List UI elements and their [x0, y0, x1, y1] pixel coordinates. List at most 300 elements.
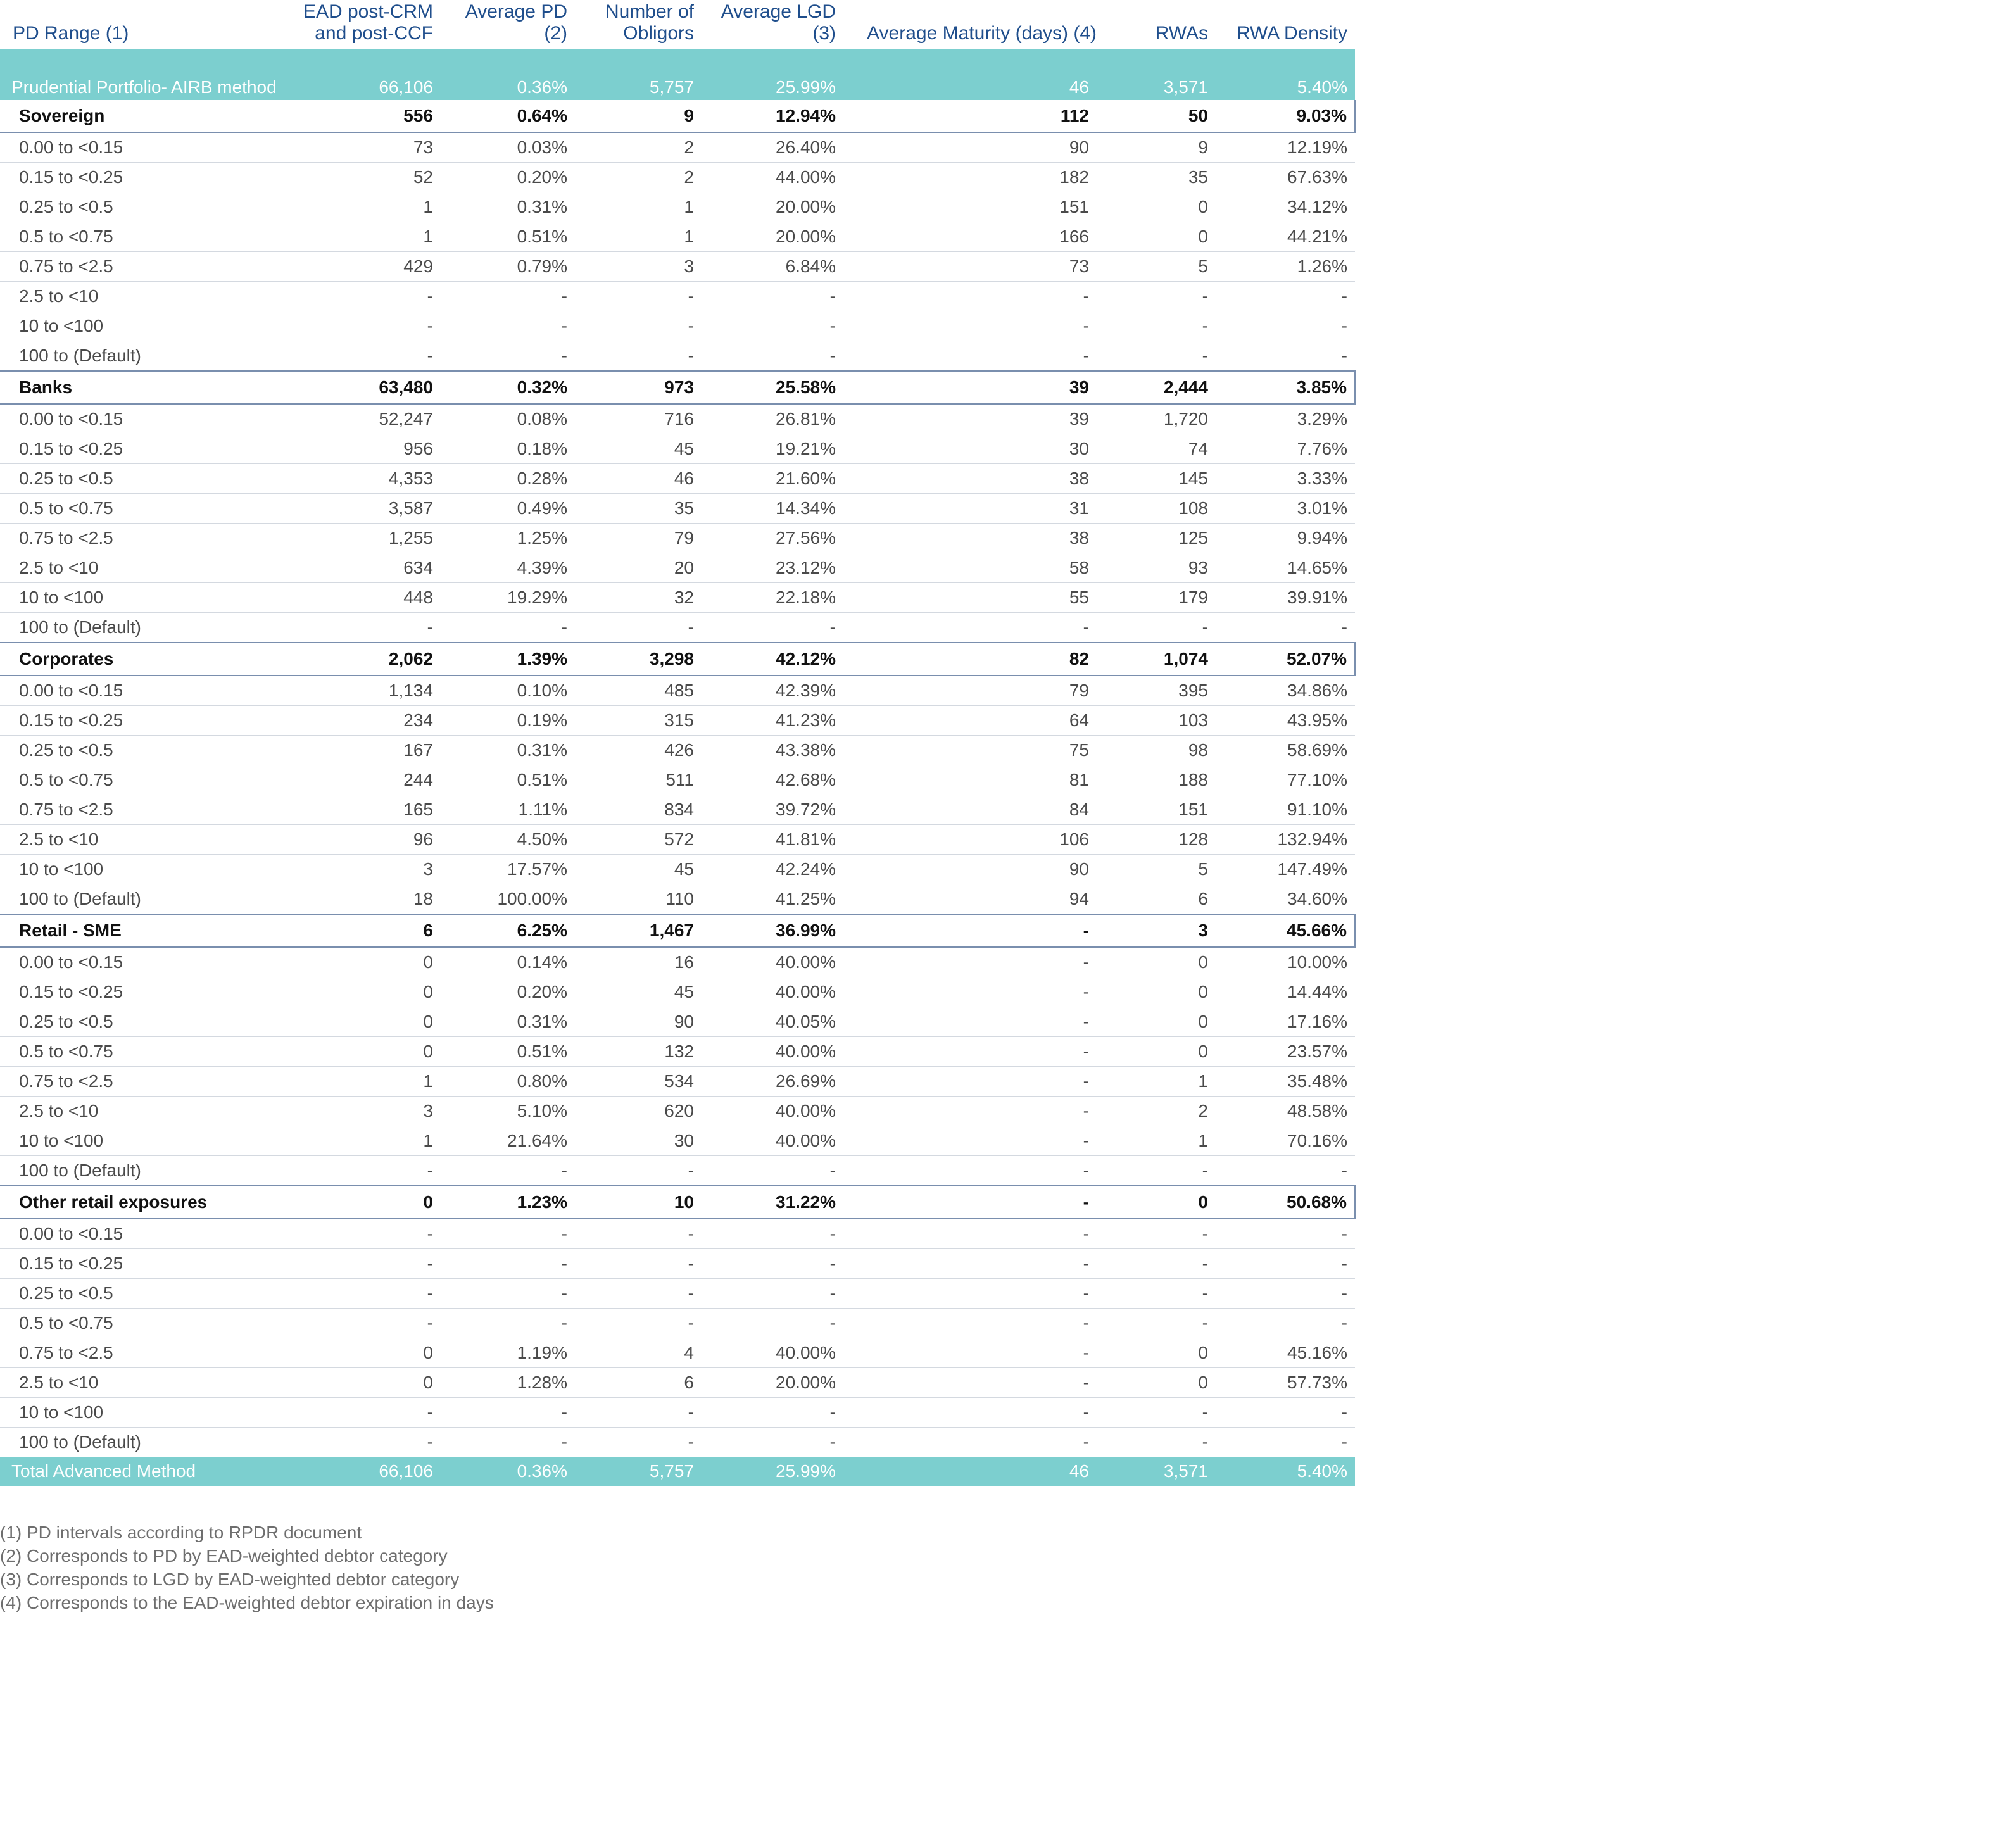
table-cell: 1,134 [289, 676, 441, 706]
table-cell: 74 [1104, 434, 1216, 464]
table-cell: 20.00% [702, 222, 843, 252]
table-cell: - [575, 1249, 702, 1279]
table-cell: 81 [843, 765, 1104, 795]
footnote: (3) Corresponds to LGD by EAD-weighted debtor category [0, 1569, 460, 1589]
table-cell: 45 [575, 434, 702, 464]
table-cell: 31 [843, 494, 1104, 524]
table-cell: - [441, 1398, 575, 1428]
table-cell: 98 [1104, 736, 1216, 765]
table-row [0, 855, 1355, 884]
row-label: 100 to (Default) [0, 613, 289, 643]
total-row [0, 1457, 1355, 1486]
row-label: 0.25 to <0.5 [0, 1007, 289, 1037]
table-cell: - [1104, 282, 1216, 311]
table-cell: - [843, 914, 1104, 947]
table-cell: 3.33% [1216, 464, 1355, 494]
table-cell: 23.12% [702, 553, 843, 583]
table-cell: 45.16% [1216, 1338, 1355, 1368]
table-row [0, 1249, 1355, 1279]
table-cell: 5.10% [441, 1097, 575, 1126]
table-cell: 0 [289, 977, 441, 1007]
table-cell: 42.68% [702, 765, 843, 795]
table-cell: 0.14% [441, 947, 575, 977]
row-label: 0.00 to <0.15 [0, 132, 289, 163]
row-label: 0.5 to <0.75 [0, 1037, 289, 1067]
table-row [0, 1398, 1355, 1428]
table-cell: 30 [575, 1126, 702, 1156]
table-cell: 9 [575, 100, 702, 132]
row-label: Retail - SME [0, 914, 289, 947]
table-row [0, 494, 1355, 524]
table-row [0, 282, 1355, 311]
table-cell: - [561, 1432, 567, 1452]
row-label: 0.25 to <0.5 [0, 1279, 289, 1309]
table-cell: 620 [575, 1097, 702, 1126]
column-header: Average Maturity (days) (4) [867, 23, 1097, 44]
table-cell: - [441, 311, 575, 341]
table-cell: - [441, 341, 575, 372]
row-label: 2.5 to <10 [0, 1097, 289, 1126]
row-label: 0.5 to <0.75 [0, 222, 289, 252]
row-label: 0.75 to <2.5 [0, 1067, 289, 1097]
table-cell: 2 [1104, 1097, 1216, 1126]
table-cell: 1 [289, 222, 441, 252]
table-cell: 1.25% [441, 524, 575, 553]
row-label: 100 to (Default) [19, 1432, 141, 1452]
table-cell: 38 [843, 464, 1104, 494]
row-label: 0.00 to <0.15 [0, 404, 289, 434]
table-cell: 52.07% [1216, 643, 1355, 676]
table-cell: 48.58% [1216, 1097, 1355, 1126]
category-row [0, 914, 1355, 947]
table-cell: - [427, 1432, 433, 1452]
table-cell: 35 [1104, 163, 1216, 192]
table-cell: - [1216, 311, 1355, 341]
row-label: Prudential Portfolio- AIRB method [0, 49, 289, 100]
table-cell: 3.85% [1216, 371, 1355, 404]
table-cell: 0.08% [441, 404, 575, 434]
category-row [0, 643, 1355, 676]
table-cell: 14.34% [702, 494, 843, 524]
table-cell: 3 [575, 252, 702, 282]
table-cell: - [289, 341, 441, 372]
column-header: Average LGD (3) [721, 1, 836, 44]
table-cell: 2 [575, 163, 702, 192]
table-cell: 17.16% [1216, 1007, 1355, 1037]
table-cell: 716 [575, 404, 702, 434]
table-cell: 39 [843, 404, 1104, 434]
column-header: Average PD (2) [465, 1, 567, 44]
table-cell: - [688, 1432, 694, 1452]
table-row [0, 311, 1355, 341]
row-label: 0.75 to <2.5 [0, 524, 289, 553]
row-label: 0.15 to <0.25 [0, 706, 289, 736]
table-cell: 315 [575, 706, 702, 736]
table-cell: 40.05% [702, 1007, 843, 1037]
table-row [0, 1156, 1355, 1186]
footnote: (4) Corresponds to the EAD-weighted debtor expiration in days [0, 1593, 494, 1612]
table-cell: - [702, 1398, 843, 1428]
table-cell: - [575, 1279, 702, 1309]
table-cell: 5.40% [1216, 1457, 1355, 1486]
table-cell: - [702, 1249, 843, 1279]
table-cell: 0 [1104, 192, 1216, 222]
table-cell: 234 [289, 706, 441, 736]
table-cell: - [289, 1249, 441, 1279]
table-cell: 2,444 [1104, 371, 1216, 404]
row-label: Sovereign [0, 100, 289, 132]
table-cell: 52,247 [289, 404, 441, 434]
row-label: Banks [0, 371, 289, 404]
table-cell: 0.03% [441, 132, 575, 163]
table-cell: 2,062 [289, 643, 441, 676]
row-label: Other retail exposures [0, 1186, 289, 1219]
table-cell: 4.39% [441, 553, 575, 583]
table-cell: 0.10% [441, 676, 575, 706]
table-cell: - [843, 1368, 1104, 1398]
row-label: 0.5 to <0.75 [0, 494, 289, 524]
table-cell: 63,480 [289, 371, 441, 404]
table-cell: - [289, 1309, 441, 1338]
table-cell: - [843, 977, 1104, 1007]
table-cell: 110 [575, 884, 702, 915]
table-cell: 0.51% [441, 222, 575, 252]
table-cell: 43.95% [1216, 706, 1355, 736]
table-cell: 45 [575, 977, 702, 1007]
table-cell: 0.36% [441, 49, 575, 100]
table-cell: 30 [843, 434, 1104, 464]
table-cell: 0.51% [441, 1037, 575, 1067]
table-row [0, 163, 1355, 192]
table-cell: 0 [1104, 1338, 1216, 1368]
table-cell: 1.23% [441, 1186, 575, 1219]
table-cell: - [575, 282, 702, 311]
row-label: 2.5 to <10 [0, 825, 289, 855]
table-cell: 0.32% [441, 371, 575, 404]
table-cell: 73 [289, 132, 441, 163]
table-cell: 44.00% [702, 163, 843, 192]
table-cell: - [1216, 1309, 1355, 1338]
table-cell: 0.31% [441, 192, 575, 222]
table-cell: 4 [575, 1338, 702, 1368]
table-row [0, 1338, 1355, 1368]
table-cell: 58.69% [1216, 736, 1355, 765]
table-cell: 64 [843, 706, 1104, 736]
row-label: 10 to <100 [0, 1398, 289, 1428]
table-row [0, 192, 1355, 222]
table-cell: 3,587 [289, 494, 441, 524]
row-label: 0.00 to <0.15 [0, 1219, 289, 1249]
table-cell: 46 [843, 49, 1104, 100]
table-cell: 1 [289, 1067, 441, 1097]
row-label: 100 to (Default) [0, 341, 289, 372]
table-cell: 6 [1104, 884, 1216, 915]
table-cell: 634 [289, 553, 441, 583]
table-cell: 0.31% [441, 736, 575, 765]
table-cell: 46 [575, 464, 702, 494]
table-cell: - [1104, 1219, 1216, 1249]
row-label: 0.15 to <0.25 [0, 1249, 289, 1279]
table-cell: 34.12% [1216, 192, 1355, 222]
table-cell: 94 [843, 884, 1104, 915]
table-cell: 16 [575, 947, 702, 977]
table-cell: 0 [1104, 1186, 1216, 1219]
table-row [0, 825, 1355, 855]
table-cell: 188 [1104, 765, 1216, 795]
table-cell: 70.16% [1216, 1126, 1355, 1156]
table-cell: 3.29% [1216, 404, 1355, 434]
table-cell: 26.40% [702, 132, 843, 163]
table-cell: 91.10% [1216, 795, 1355, 825]
table-cell: 38 [843, 524, 1104, 553]
row-label: 10 to <100 [0, 1126, 289, 1156]
row-label: 10 to <100 [0, 311, 289, 341]
row-label: 0.25 to <0.5 [0, 736, 289, 765]
table-cell: - [1202, 1432, 1208, 1452]
table-cell: 572 [575, 825, 702, 855]
row-label: 0.00 to <0.15 [0, 947, 289, 977]
table-cell: 25.99% [702, 49, 843, 100]
table-header [0, 0, 1355, 49]
table-cell: 151 [843, 192, 1104, 222]
table-cell: - [843, 311, 1104, 341]
table-cell: - [1104, 1309, 1216, 1338]
footnotes [0, 1521, 494, 1614]
table-cell: 132.94% [1216, 825, 1355, 855]
table-cell: 167 [289, 736, 441, 765]
table-cell: 44.21% [1216, 222, 1355, 252]
table-cell: - [702, 1219, 843, 1249]
table-cell: 34.86% [1216, 676, 1355, 706]
table-cell: - [289, 282, 441, 311]
table-cell: - [843, 1249, 1104, 1279]
table-cell: - [441, 282, 575, 311]
table-row [0, 222, 1355, 252]
table-cell: 0 [289, 1037, 441, 1067]
table-cell: 77.10% [1216, 765, 1355, 795]
table-cell: 0 [289, 947, 441, 977]
table-cell: 79 [575, 524, 702, 553]
table-cell: 14.44% [1216, 977, 1355, 1007]
table-row [0, 583, 1355, 613]
table-cell: - [843, 1156, 1104, 1186]
table-cell: - [575, 1219, 702, 1249]
table-cell: 40.00% [702, 1126, 843, 1156]
table-cell: 128 [1104, 825, 1216, 855]
table-cell: 39.72% [702, 795, 843, 825]
table-cell: 9.03% [1216, 100, 1355, 132]
table-cell: 0 [289, 1338, 441, 1368]
table-cell: - [1083, 1432, 1089, 1452]
table-cell: 9 [1104, 132, 1216, 163]
table-cell: 90 [843, 855, 1104, 884]
table-cell: 14.65% [1216, 553, 1355, 583]
table-cell: - [843, 1067, 1104, 1097]
table-cell: - [1216, 1279, 1355, 1309]
table-cell: 34.60% [1216, 884, 1355, 915]
table-cell: 100.00% [441, 884, 575, 915]
table-cell: 1 [289, 1126, 441, 1156]
table-cell: - [843, 1097, 1104, 1126]
table-cell: - [843, 1186, 1104, 1219]
table-cell: - [702, 341, 843, 372]
table-cell: - [289, 613, 441, 643]
table-cell: 112 [843, 100, 1104, 132]
table-cell: 21.64% [441, 1126, 575, 1156]
table-cell: 0.28% [441, 464, 575, 494]
table-cell: - [702, 1309, 843, 1338]
table-cell: 82 [843, 643, 1104, 676]
table-cell: 1.26% [1216, 252, 1355, 282]
table-cell: - [1216, 282, 1355, 311]
table-cell: - [702, 1279, 843, 1309]
table-row [0, 1067, 1355, 1097]
table-cell: 40.00% [702, 947, 843, 977]
row-label: 2.5 to <10 [0, 282, 289, 311]
table-cell: 67.63% [1216, 163, 1355, 192]
table-row [0, 977, 1355, 1007]
table-cell: 0.36% [441, 1457, 575, 1486]
table-cell: - [575, 341, 702, 372]
table-cell: 42.24% [702, 855, 843, 884]
table-row [0, 1126, 1355, 1156]
table-cell: 1,720 [1104, 404, 1216, 434]
table-cell: 66,106 [289, 49, 441, 100]
table-cell: - [843, 1338, 1104, 1368]
column-header: Number of Obligors [605, 1, 694, 44]
row-label: 10 to <100 [0, 855, 289, 884]
table-cell: 21.60% [702, 464, 843, 494]
table-cell: 1.11% [441, 795, 575, 825]
table-cell: 52 [289, 163, 441, 192]
table-cell: - [1216, 613, 1355, 643]
table-cell: 9.94% [1216, 524, 1355, 553]
table-cell: 20.00% [702, 1368, 843, 1398]
table-cell: 534 [575, 1067, 702, 1097]
table-cell: - [289, 1156, 441, 1186]
table-cell: 0 [289, 1007, 441, 1037]
table-cell: - [1216, 1219, 1355, 1249]
table-cell: - [1104, 1398, 1216, 1428]
table-cell: 12.19% [1216, 132, 1355, 163]
column-header: PD Range (1) [13, 23, 129, 44]
table-cell: 834 [575, 795, 702, 825]
table-cell: - [843, 1309, 1104, 1338]
table-row [0, 947, 1355, 977]
table-cell: 20 [575, 553, 702, 583]
row-label: 2.5 to <10 [0, 1368, 289, 1398]
table-cell: 39 [843, 371, 1104, 404]
table-cell: - [843, 1279, 1104, 1309]
table-row [0, 464, 1355, 494]
table-row [0, 1368, 1355, 1398]
table-cell: - [843, 947, 1104, 977]
category-row [0, 1186, 1355, 1219]
table-row [0, 434, 1355, 464]
table-cell: 50.68% [1216, 1186, 1355, 1219]
table-cell: 32 [575, 583, 702, 613]
table-cell: 1 [1104, 1067, 1216, 1097]
table-cell: - [441, 1249, 575, 1279]
table-cell: 45 [575, 855, 702, 884]
row-label: 0.25 to <0.5 [0, 192, 289, 222]
table-cell: 10 [575, 1186, 702, 1219]
table-cell: 84 [843, 795, 1104, 825]
table-row [0, 676, 1355, 706]
table-cell: - [1104, 613, 1216, 643]
table-cell: 0.51% [441, 765, 575, 795]
table-cell: 556 [289, 100, 441, 132]
table-cell: 36.99% [702, 914, 843, 947]
footnote: (2) Corresponds to PD by EAD-weighted debtor category [0, 1546, 448, 1566]
table-row [0, 706, 1355, 736]
table-cell: 20.00% [702, 192, 843, 222]
table-cell: 5 [1104, 252, 1216, 282]
table-row [0, 613, 1355, 643]
table-cell: 0.18% [441, 434, 575, 464]
table-row [0, 1309, 1355, 1338]
table-cell: 55 [843, 583, 1104, 613]
table-cell: 23.57% [1216, 1037, 1355, 1067]
table-cell: 395 [1104, 676, 1216, 706]
table-cell: 90 [843, 132, 1104, 163]
table-cell: 182 [843, 163, 1104, 192]
table-row [0, 132, 1355, 163]
table-cell: 19.29% [441, 583, 575, 613]
table-cell: 10.00% [1216, 947, 1355, 977]
table-cell: 5,757 [575, 49, 702, 100]
table-cell: - [843, 1007, 1104, 1037]
table-cell: 0.31% [441, 1007, 575, 1037]
table-cell: 145 [1104, 464, 1216, 494]
table-cell: 429 [289, 252, 441, 282]
table-row [0, 884, 1355, 915]
table-cell: 1.39% [441, 643, 575, 676]
table-cell: 35.48% [1216, 1067, 1355, 1097]
row-label: 100 to (Default) [0, 884, 289, 915]
table-cell: - [441, 1309, 575, 1338]
table-cell: - [1104, 311, 1216, 341]
table-cell: 1.28% [441, 1368, 575, 1398]
column-header: RWA Density [1236, 23, 1347, 44]
table-cell: 426 [575, 736, 702, 765]
table-cell: 45.66% [1216, 914, 1355, 947]
table-cell: 147.49% [1216, 855, 1355, 884]
table-cell: - [1341, 1432, 1347, 1452]
table-row [0, 1007, 1355, 1037]
table-cell: 18 [289, 884, 441, 915]
table-row [0, 1097, 1355, 1126]
table-cell: 485 [575, 676, 702, 706]
table-cell: 108 [1104, 494, 1216, 524]
table-cell: - [441, 1156, 575, 1186]
table-cell: - [289, 1279, 441, 1309]
table-cell: 96 [289, 825, 441, 855]
table-cell: 448 [289, 583, 441, 613]
table-row [0, 765, 1355, 795]
row-label: 0.15 to <0.25 [0, 434, 289, 464]
table-cell: - [702, 282, 843, 311]
table-cell: 4,353 [289, 464, 441, 494]
table-row [0, 1279, 1355, 1309]
row-label: 0.75 to <2.5 [0, 1338, 289, 1368]
table-cell: 2 [575, 132, 702, 163]
table-cell: 27.56% [702, 524, 843, 553]
table-cell: 73 [843, 252, 1104, 282]
table-cell: - [441, 613, 575, 643]
table-cell: 90 [575, 1007, 702, 1037]
table-cell: 0.19% [441, 706, 575, 736]
